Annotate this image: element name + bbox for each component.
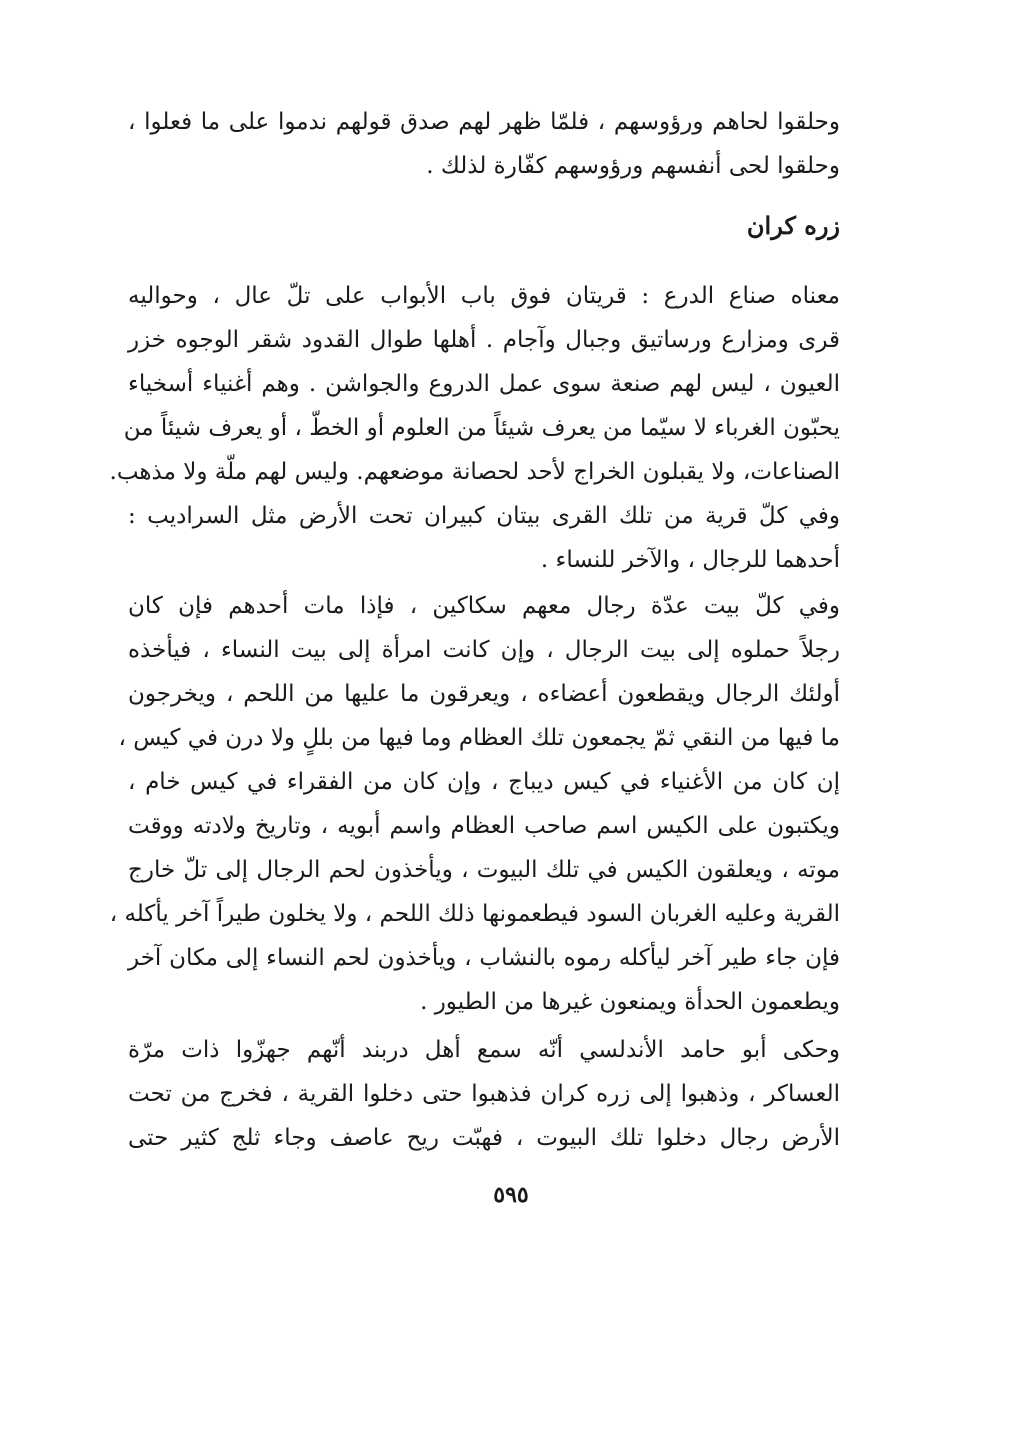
- text-line: فإن جاء طير آخر ليأكله رموه بالنشاب ، ويأخذون لحم النساء إلى مكان آخر: [128, 945, 840, 971]
- paragraph-3: [109, 584, 840, 1024]
- text-line: الصناعات، ولا يقبلون الخراج لأحد لحصانة موضعهم. وليس لهم ملّة ولا مذهب.: [109, 459, 840, 485]
- text-line: أولئك الرجال ويقطعون أعضاءه ، ويعرقون ما عليها من اللحم ، ويخرجون: [128, 681, 840, 707]
- text-line: وفي كلّ قرية من تلك القرى بيتان كبيران تحت الأرض مثل السراديب :: [128, 503, 840, 529]
- text-line: قرى ومزارع ورساتيق وجبال وآجام . أهلها طوال القدود شقر الوجوه خزر: [128, 327, 840, 353]
- text-line: الأرض رجال دخلوا تلك البيوت ، فهبّت ريح عاصف وجاء ثلج كثير حتى: [128, 1125, 840, 1151]
- text-line: وحلقوا لحاهم ورؤوسهم ، فلمّا ظهر لهم صدق قولهم ندموا على ما فعلوا ،: [128, 109, 840, 135]
- text-line: معناه صناع الدرع : قريتان فوق باب الأبواب على تلّ عال ، وحواليه: [128, 283, 840, 309]
- intro-paragraph: [128, 100, 840, 188]
- text-line: العيون ، ليس لهم صنعة سوى عمل الدروع والجواشن . وهم أغنياء أسخياء: [128, 371, 840, 397]
- text-line: أحدهما للرجال ، والآخر للنساء .: [540, 547, 840, 573]
- text-line: ويكتبون على الكيس اسم صاحب العظام واسم أبويه ، وتاريخ ولادته ووقت: [128, 813, 840, 839]
- text-line: ويطعمون الحدأة ويمنعون غيرها من الطيور .: [420, 989, 840, 1015]
- text-line: موته ، ويعلقون الكيس في تلك البيوت ، ويأخذون لحم الرجال إلى تلّ خارج: [128, 857, 840, 883]
- page-number: ٥٩٥: [493, 1182, 529, 1208]
- text-line: يحبّون الغرباء لا سيّما من يعرف شيئاً من العلوم أو الخطّ ، أو يعرف شيئاً من: [123, 415, 840, 441]
- text-line: القرية وعليه الغربان السود فيطعمونها ذلك اللحم ، ولا يخلون طيراً آخر يأكله ،: [109, 901, 840, 927]
- section-heading: زره كران: [746, 211, 840, 240]
- paragraph-4: [128, 1028, 840, 1160]
- text-line: وحكى أبو حامد الأندلسي أنّه سمع أهل دربند أنّهم جهزّوا ذات مرّة: [128, 1037, 840, 1063]
- text-line: وفي كلّ بيت عدّة رجال معهم سكاكين ، فإذا مات أحدهم فإن كان: [128, 593, 840, 619]
- text-line: العساكر ، وذهبوا إلى زره كران فذهبوا حتى دخلوا القرية ، فخرج من تحت: [128, 1081, 840, 1107]
- paragraph-2: [128, 494, 840, 582]
- text-line: رجلاً حملوه إلى بيت الرجال ، وإن كانت امرأة إلى بيت النساء ، فيأخذه: [128, 637, 840, 663]
- text-line: إن كان من الأغنياء في كيس ديباج ، وإن كان من الفقراء في كيس خام ،: [128, 769, 840, 795]
- paragraph-1: [109, 274, 840, 494]
- text-line: ما فيها من النقي ثمّ يجمعون تلك العظام وما فيها من بللٍ ولا درن في كيس ،: [118, 725, 840, 751]
- text-line: وحلقوا لحى أنفسهم ورؤوسهم كفّارة لذلك .: [426, 153, 840, 179]
